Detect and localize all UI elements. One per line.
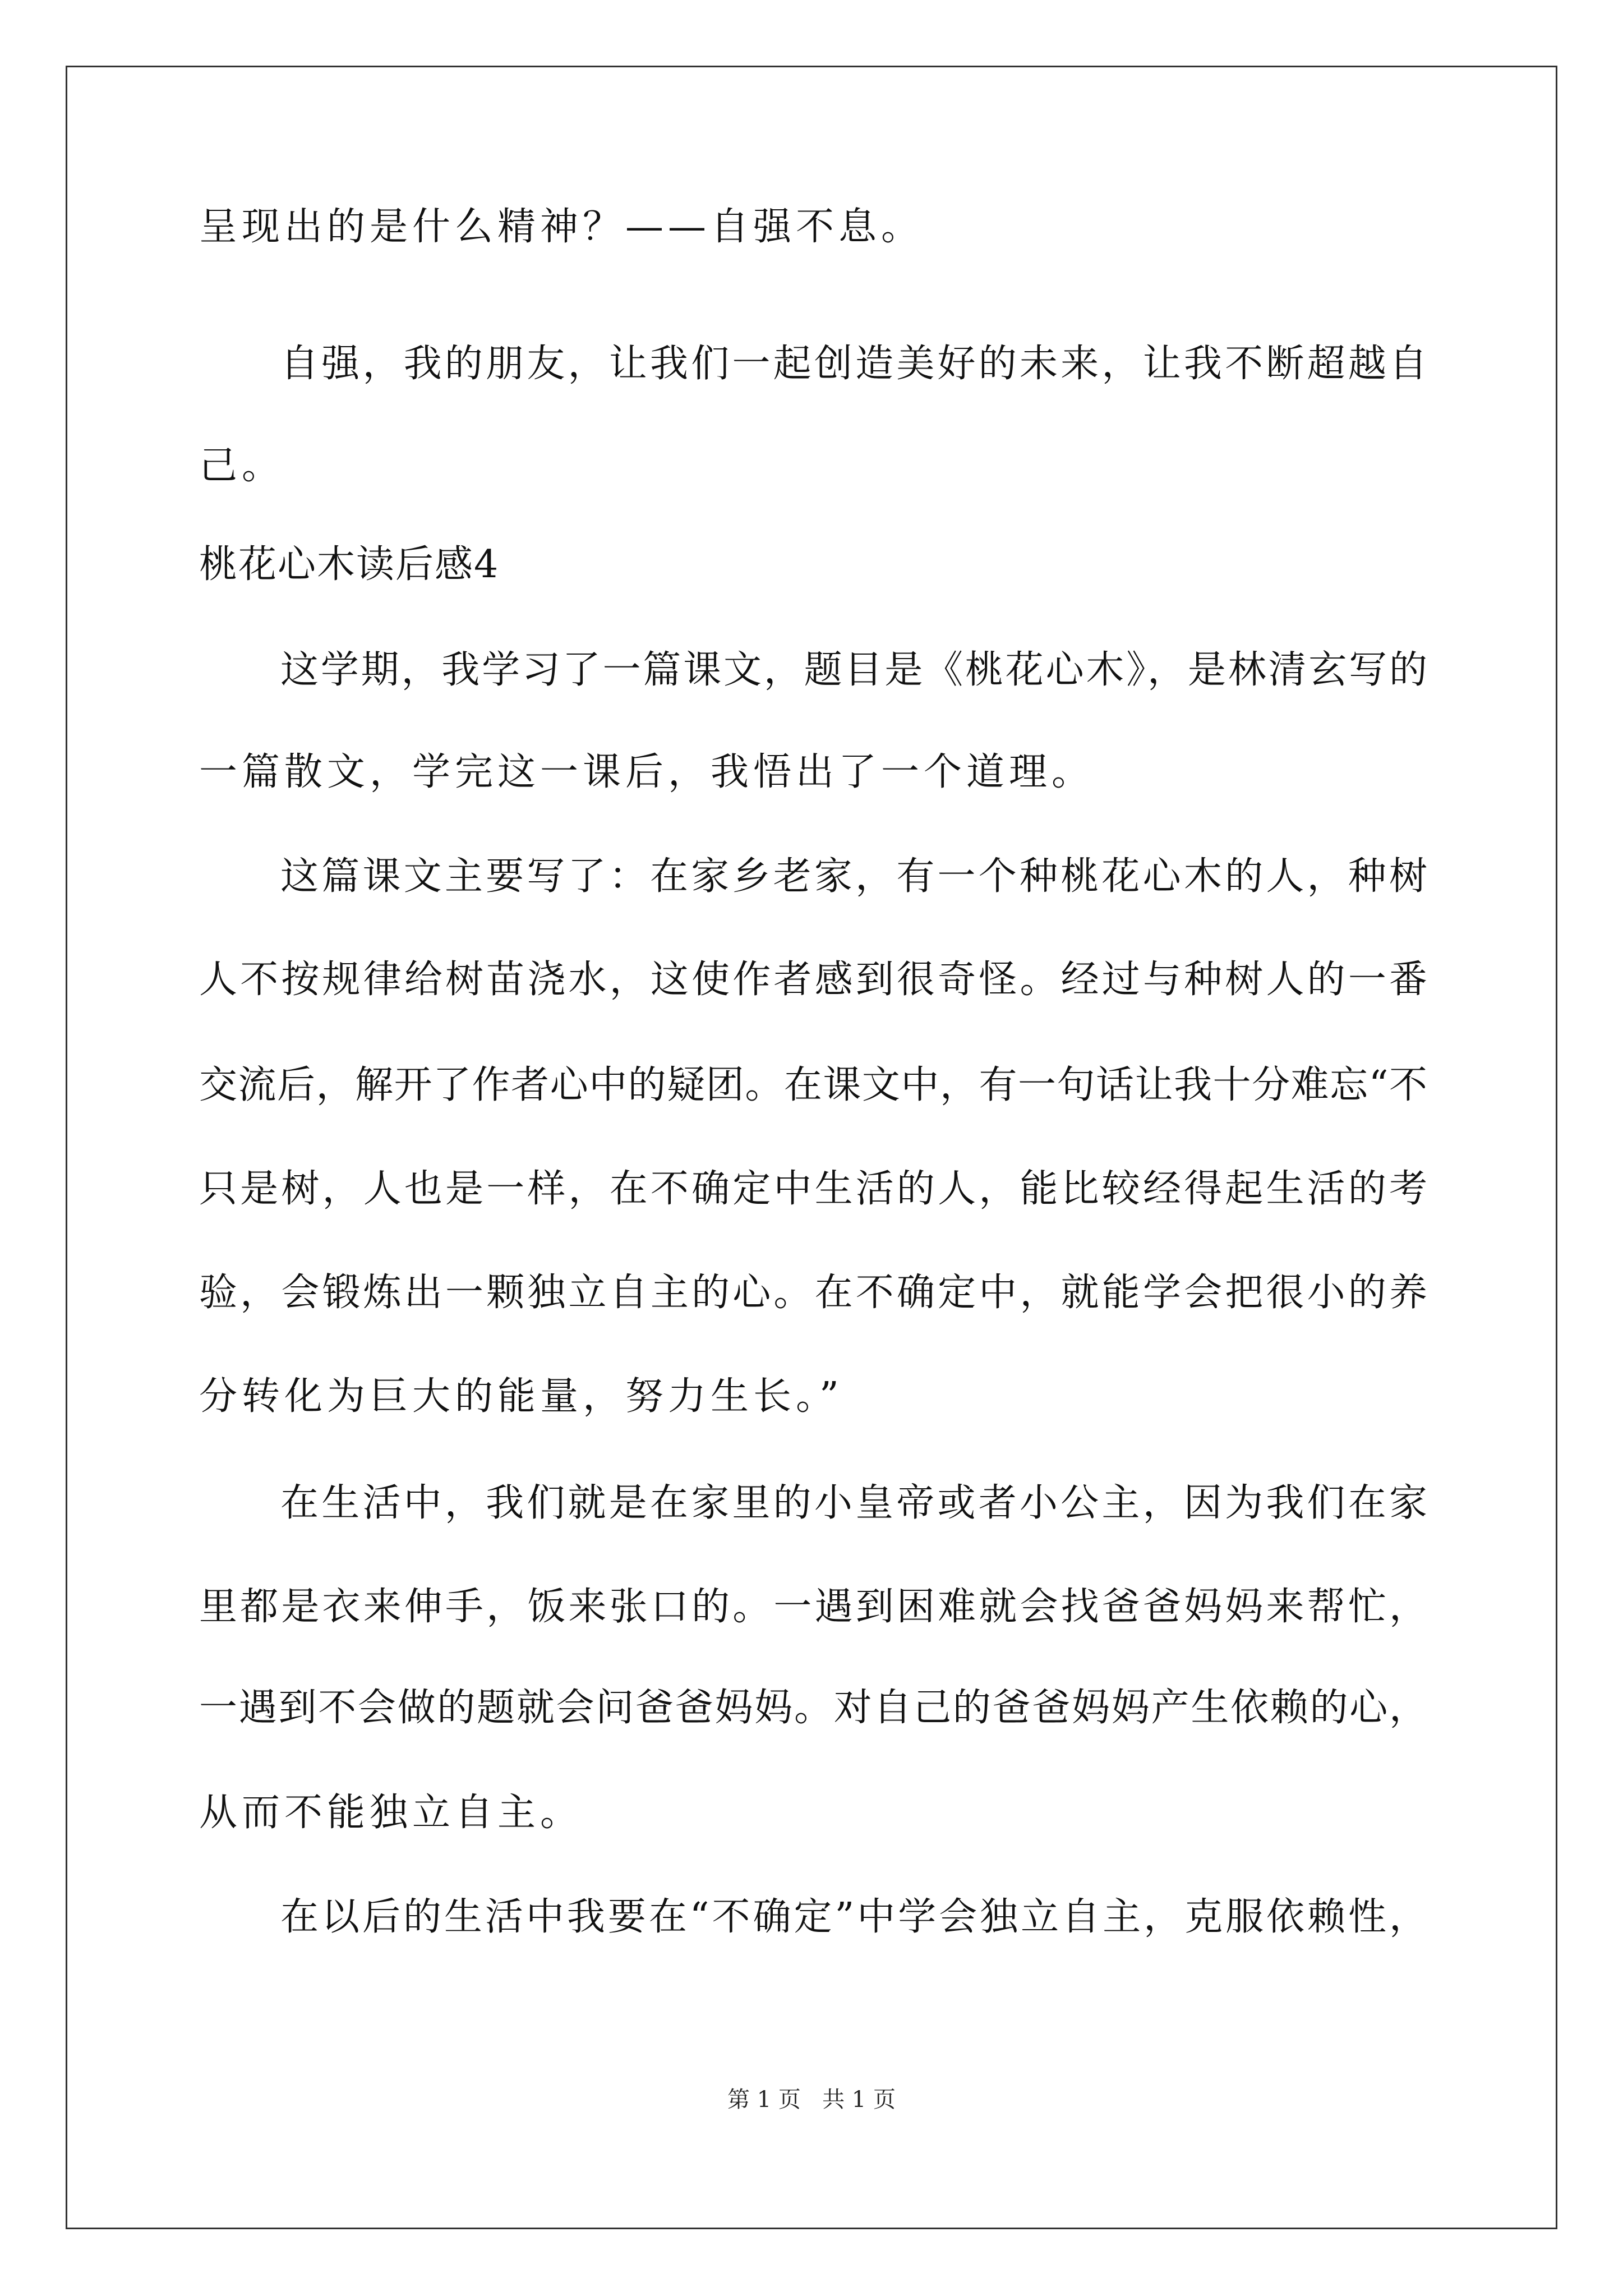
text-line: 只是树，人也是一样，在不确定中生活的人，能比较经得起生活的考 (199, 1167, 1427, 1211)
page-number-footer: 第 1 页 共 1 页 (727, 2087, 896, 2113)
section-heading: 桃花心木读后感4 (199, 542, 500, 587)
text-line: 验，会锻炼出一颗独立自主的心。在不确定中，就能学会把很小的养 (199, 1271, 1427, 1315)
text-line: 在以后的生活中我要在“不确定”中学会独立自主，克服依赖性， (280, 1895, 1427, 1939)
text-line: 这学期，我学习了一篇课文，题目是《桃花心木》，是林清玄写的 (280, 648, 1427, 692)
text-line: 交流后，解开了作者心中的疑团。在课文中，有一句话让我十分难忘“不 (199, 1063, 1427, 1107)
text-line: 从而不能独立自主。 (199, 1791, 583, 1835)
text-line: 自强，我的朋友，让我们一起创造美好的未来，让我不断超越自 (280, 342, 1427, 386)
text-line: 在生活中，我们就是在家里的小皇帝或者小公主，因为我们在家 (280, 1481, 1427, 1525)
text-line: 呈现出的是什么精神？——自强不息。 (199, 205, 924, 249)
text-line: 里都是衣来伸手，饭来张口的。一遇到困难就会找爸爸妈妈来帮忙， (199, 1585, 1427, 1629)
text-line: 分转化为巨大的能量，努力生长。” (199, 1374, 843, 1419)
text-line: 一遇到不会做的题就会问爸爸妈妈。对自己的爸爸妈妈产生依赖的心， (199, 1686, 1427, 1730)
text-line: 己。 (199, 444, 285, 488)
text-line: 一篇散文，学完这一课后，我悟出了一个道理。 (199, 750, 1095, 794)
text-line: 这篇课文主要写了：在家乡老家，有一个种桃花心木的人，种树 (280, 854, 1427, 899)
text-line: 人不按规律给树苗浇水，这使作者感到很奇怪。经过与种树人的一番 (199, 958, 1427, 1002)
